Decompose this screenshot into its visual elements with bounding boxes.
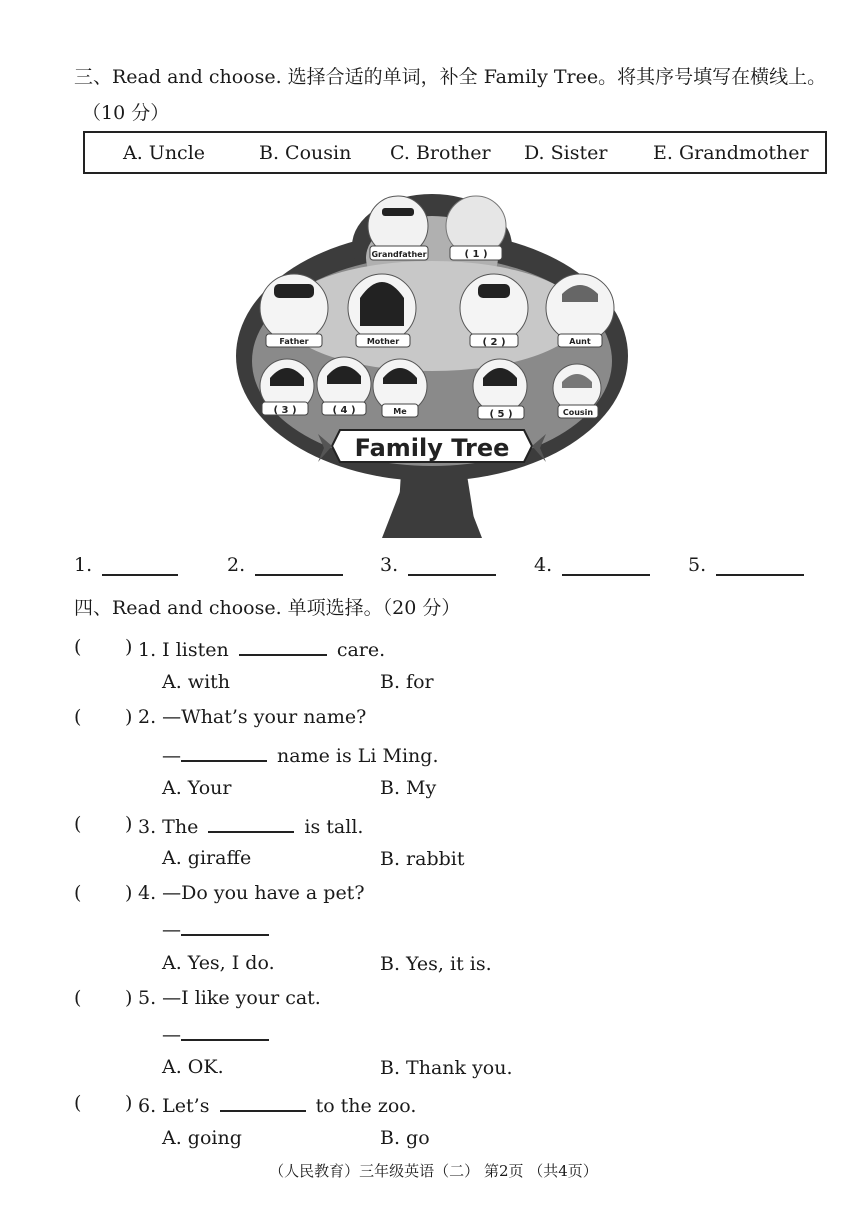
question-3 <box>138 813 363 838</box>
answer-1-number: 1. <box>74 554 93 576</box>
page-footer: （人民教育）三年级英语（二） 第2页 （共4页） <box>269 1162 598 1180</box>
tree-slot-1: ( 1 ) <box>464 249 488 260</box>
q1-paren-right: ) <box>125 636 133 658</box>
q6-stem-end: to the zoo. <box>315 1095 417 1117</box>
q3-option-b[interactable]: B. rabbit <box>380 848 465 870</box>
tree-label-grandfather: Grandfather <box>371 250 427 259</box>
q5-paren-right: ) <box>125 987 133 1009</box>
q2-stem: 2. —What’s your name? <box>138 706 367 728</box>
q6-blank[interactable] <box>220 1092 306 1112</box>
q5-paren-left: ( <box>74 987 82 1009</box>
answer-3-number: 3. <box>380 554 399 576</box>
family-tree-svg <box>232 186 632 538</box>
word-option-a: A. Uncle <box>123 142 206 164</box>
answer-1-blank[interactable] <box>102 574 178 576</box>
section4-title: 四、Read and choose. 单项选择。（20 分） <box>74 597 461 619</box>
q4-paren-right: ) <box>125 882 133 904</box>
q6-option-a[interactable]: A. going <box>162 1127 242 1149</box>
word-bank-box <box>83 131 827 174</box>
q2-option-b[interactable]: B. My <box>380 777 437 799</box>
q6-stem: 6. Let’s <box>138 1095 210 1117</box>
tree-slot-3: ( 3 ) <box>273 405 297 416</box>
q2-line2-text: name is Li Ming. <box>277 745 439 767</box>
answer-2-number: 2. <box>227 554 246 576</box>
answer-2-blank[interactable] <box>255 574 343 576</box>
section3-score: （10 分） <box>82 102 170 124</box>
q4-paren-left: ( <box>74 882 82 904</box>
question-1 <box>138 636 385 661</box>
word-option-d: D. Sister <box>524 142 608 164</box>
q3-stem-end: is tall. <box>304 816 364 838</box>
q4-blank[interactable] <box>181 916 269 936</box>
tree-label-aunt: Aunt <box>569 337 591 346</box>
q1-stem-end: care. <box>336 639 386 661</box>
tree-slot-4: ( 4 ) <box>332 405 356 416</box>
q1-paren-left: ( <box>74 636 82 658</box>
q1-option-a[interactable]: A. with <box>162 671 231 693</box>
q6-option-b[interactable]: B. go <box>380 1127 430 1149</box>
q1-blank[interactable] <box>239 636 327 656</box>
answer-3-blank[interactable] <box>408 574 496 576</box>
q4-option-a[interactable]: A. Yes, I do. <box>162 952 275 974</box>
q5-dash: — <box>162 1024 181 1046</box>
section3-title: 三、Read and choose. 选择合适的单词，补全 Family Tree。将其序号填写在横线上。 <box>74 66 827 88</box>
answer-5-blank[interactable] <box>716 574 804 576</box>
tree-slot-2: ( 2 ) <box>482 337 506 348</box>
q2-paren-right: ) <box>125 706 133 728</box>
q2-paren-left: ( <box>74 706 82 728</box>
q4-line2 <box>162 916 273 941</box>
q2-line2 <box>162 742 438 767</box>
question-6 <box>138 1092 416 1117</box>
family-tree-banner: Family Tree <box>354 434 510 462</box>
answer-5-number: 5. <box>688 554 707 576</box>
word-option-e: E. Grandmother <box>653 142 809 164</box>
q3-paren-left: ( <box>74 813 82 835</box>
q5-option-a[interactable]: A. OK. <box>162 1056 224 1078</box>
q3-option-a[interactable]: A. giraffe <box>162 847 252 869</box>
q3-blank[interactable] <box>208 813 294 833</box>
q5-option-b[interactable]: B. Thank you. <box>380 1057 513 1079</box>
q1-option-b[interactable]: B. for <box>380 671 434 693</box>
q2-dash: — <box>162 745 181 767</box>
q6-paren-right: ) <box>125 1092 133 1114</box>
q5-stem: 5. —I like your cat. <box>138 987 321 1009</box>
answer-4-number: 4. <box>534 554 553 576</box>
q3-paren-right: ) <box>125 813 133 835</box>
answer-4-blank[interactable] <box>562 574 650 576</box>
q2-blank[interactable] <box>181 742 267 762</box>
q1-stem: 1. I listen <box>138 639 229 661</box>
q4-stem: 4. —Do you have a pet? <box>138 882 365 904</box>
q6-paren-left: ( <box>74 1092 82 1114</box>
q4-option-b[interactable]: B. Yes, it is. <box>380 953 492 975</box>
tree-label-mother: Mother <box>366 337 400 346</box>
q5-line2 <box>162 1021 273 1046</box>
tree-slot-5: ( 5 ) <box>489 409 513 420</box>
tree-label-father: Father <box>279 337 309 346</box>
q2-option-a[interactable]: A. Your <box>162 777 232 799</box>
q5-blank[interactable] <box>181 1021 269 1041</box>
tree-label-me: Me <box>393 407 407 416</box>
q4-dash: — <box>162 919 181 941</box>
word-option-c: C. Brother <box>390 142 491 164</box>
family-tree-illustration <box>232 186 632 538</box>
word-option-b: B. Cousin <box>259 142 352 164</box>
q3-stem: 3. The <box>138 816 199 838</box>
tree-label-cousin: Cousin <box>562 408 594 417</box>
